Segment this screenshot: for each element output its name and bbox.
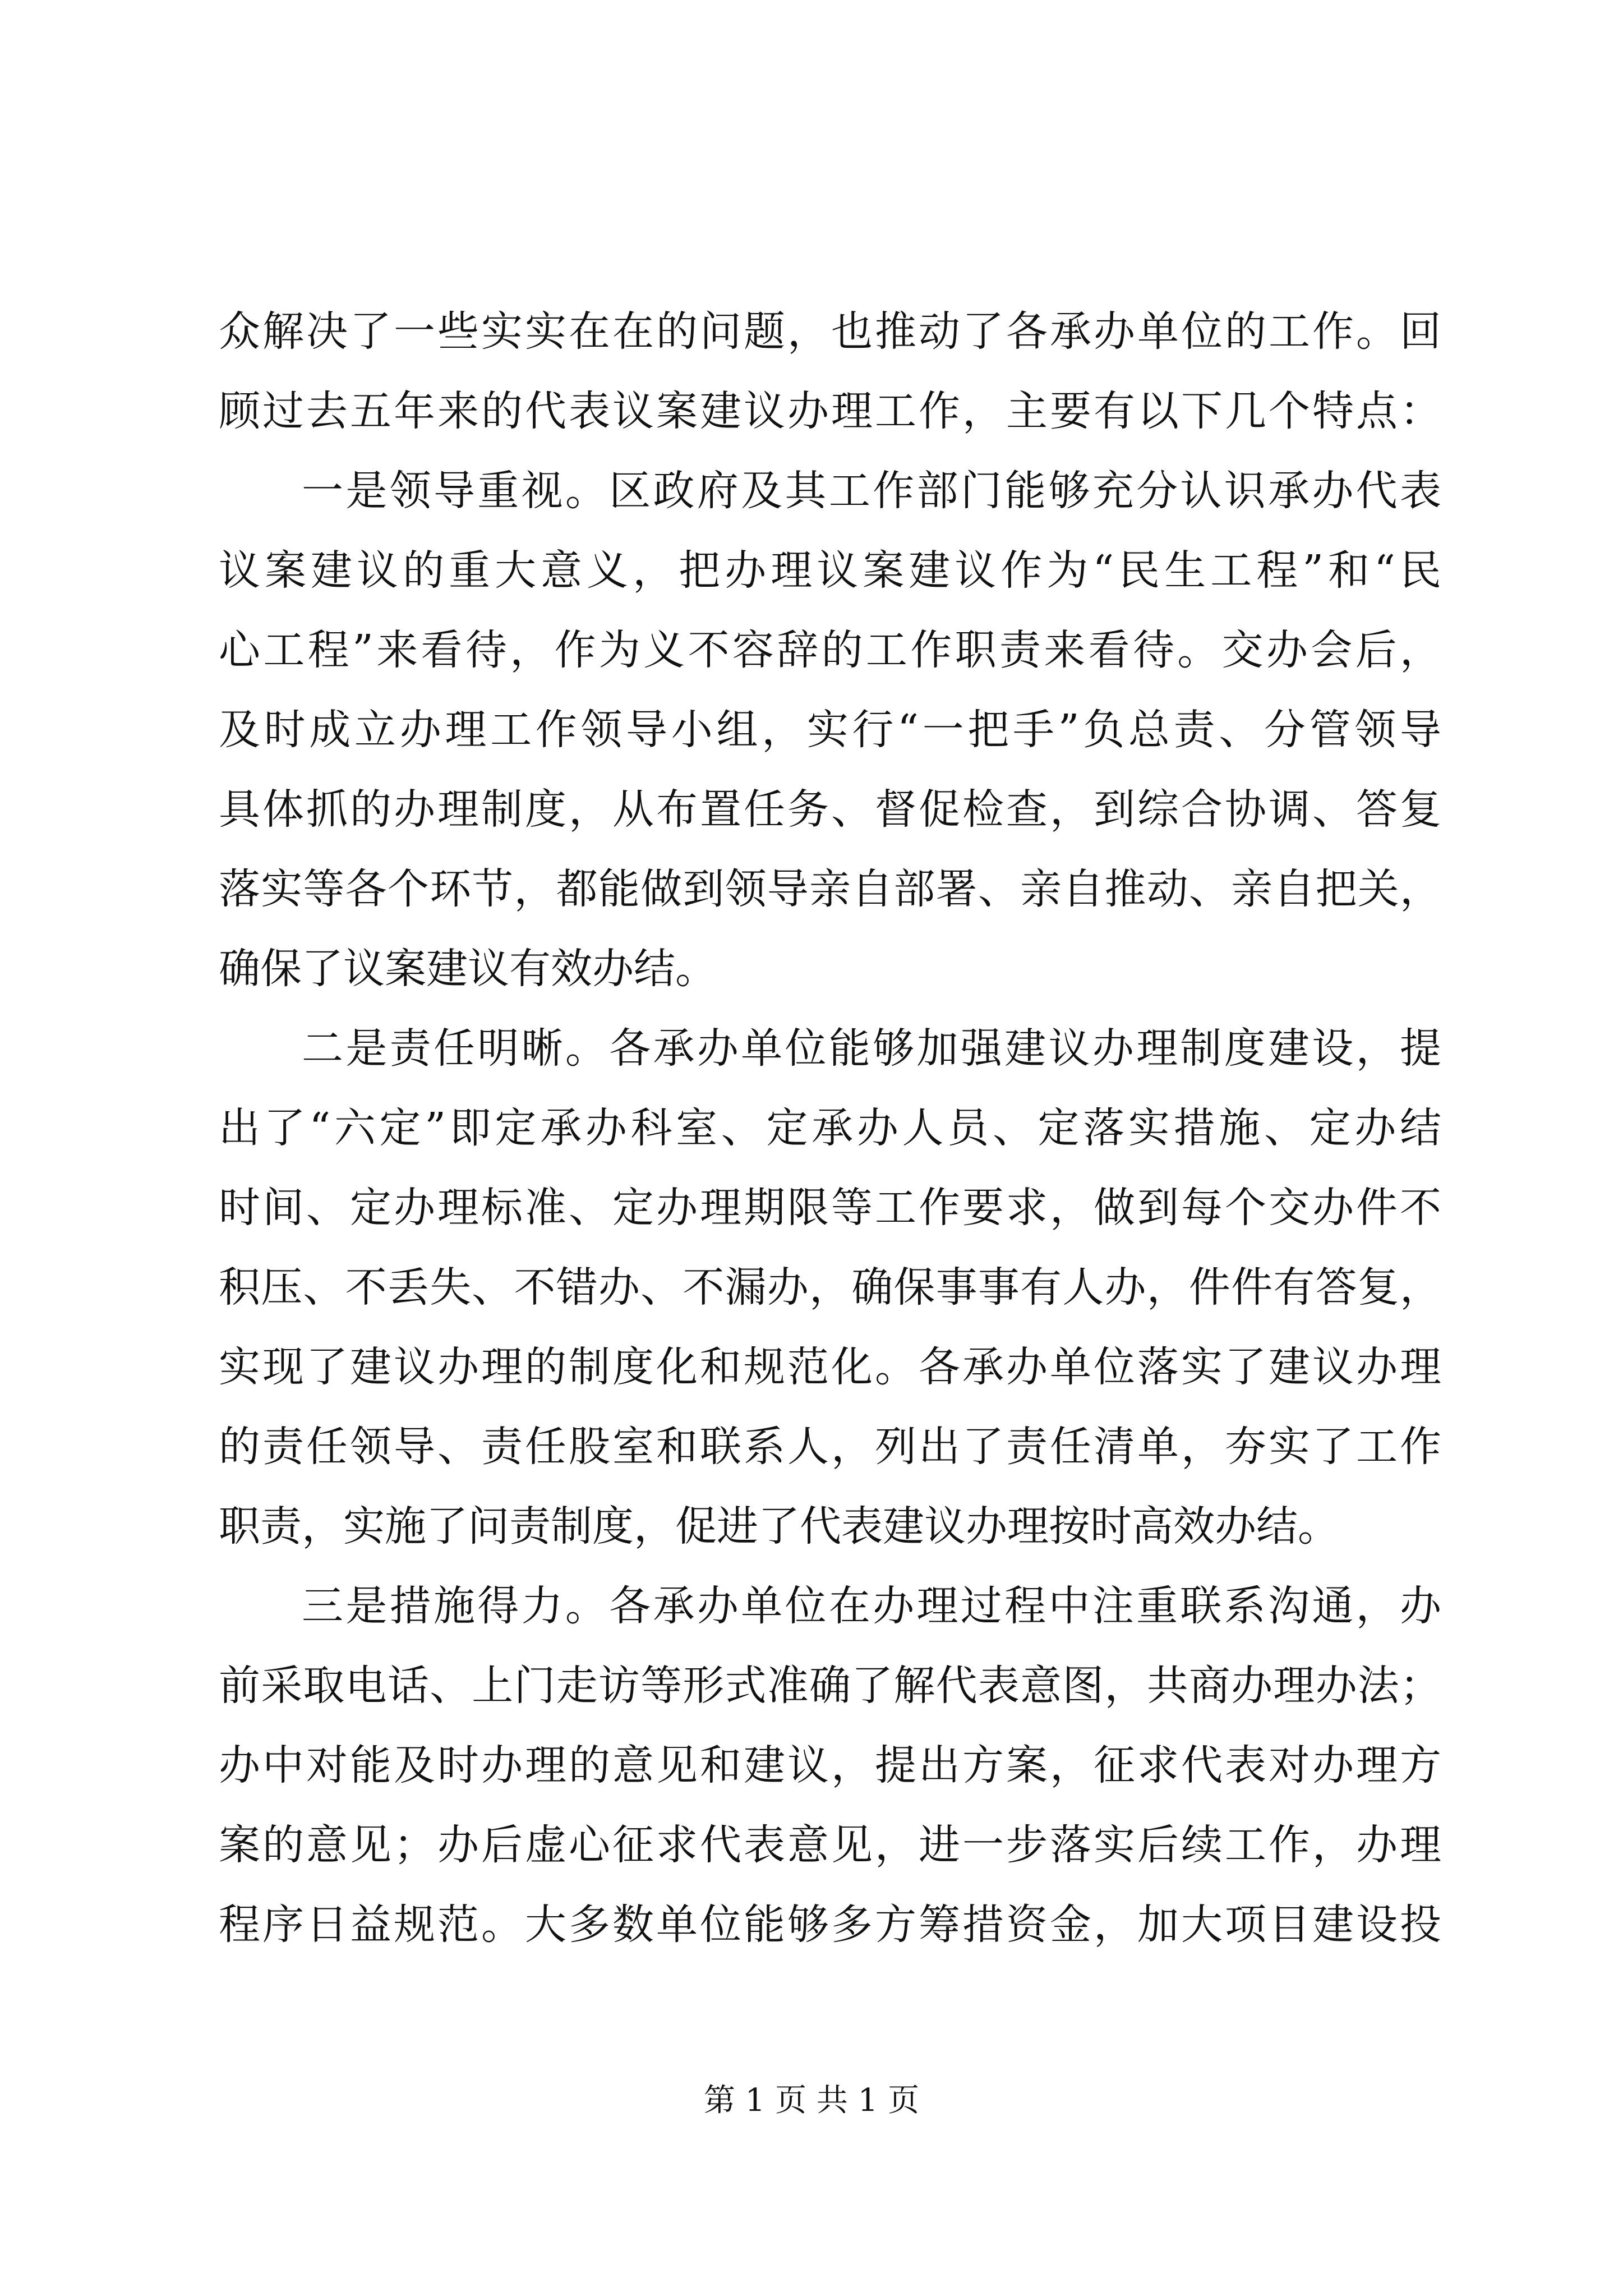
paragraph-end-line: 确保了议案建议有效办结。: [219, 945, 717, 993]
text-line: 实现了建议办理的制度化和规范化。各承办单位落实了建议办理: [219, 1343, 1441, 1391]
text-line: 顾过去五年来的代表议案建议办理工作，主要有以下几个特点：: [219, 387, 1441, 435]
text-line: 案的意见；办后虚心征求代表意见，进一步落实后续工作，办理: [219, 1821, 1441, 1869]
text-line: 众解决了一些实实在在的问题，也推动了各承办单位的工作。回: [219, 307, 1441, 356]
page-footer: 第 1 页 共 1 页: [703, 2082, 920, 2119]
document-body: [219, 292, 1441, 1964]
text-line: 积压、不丢失、不错办、不漏办，确保事事有人办，件件有答复，: [219, 1263, 1441, 1312]
text-line: 前采取电话、上门走访等形式准确了解代表意图，共商办理办法；: [219, 1662, 1441, 1710]
text-line: 时间、定办理标准、定办理期限等工作要求，做到每个交办件不: [219, 1184, 1441, 1232]
text-line: 具体抓的办理制度，从布置任务、督促检查，到综合协调、答复: [219, 785, 1441, 834]
paragraph-start-line: 一是领导重视。区政府及其工作部门能够充分认识承办代表: [302, 467, 1441, 515]
paragraph-start-line: 三是措施得力。各承办单位在办理过程中注重联系沟通，办: [302, 1582, 1441, 1630]
text-line: 心工程”来看待，作为义不容辞的工作职责来看待。交办会后，: [219, 626, 1441, 674]
text-line: 及时成立办理工作领导小组，实行“一把手”负总责、分管领导: [219, 706, 1441, 754]
text-line: 程序日益规范。大多数单位能够多方筹措资金，加大项目建设投: [219, 1901, 1441, 1949]
text-line: 办中对能及时办理的意见和建议，提出方案，征求代表对办理方: [219, 1741, 1441, 1789]
text-line: 议案建议的重大意义，把办理议案建议作为“民生工程”和“民: [219, 546, 1441, 595]
paragraph-end-line: 职责，实施了问责制度，促进了代表建议办理按时高效办结。: [219, 1502, 1339, 1550]
paragraph-start-line: 二是责任明晰。各承办单位能够加强建议办理制度建设，提: [302, 1024, 1441, 1073]
text-line: 出了“六定”即定承办科室、定承办人员、定落实措施、定办结: [219, 1104, 1441, 1152]
text-line: 落实等各个环节，都能做到领导亲自部署、亲自推动、亲自把关，: [219, 865, 1441, 913]
text-line: 的责任领导、责任股室和联系人，列出了责任清单，夯实了工作: [219, 1423, 1441, 1471]
